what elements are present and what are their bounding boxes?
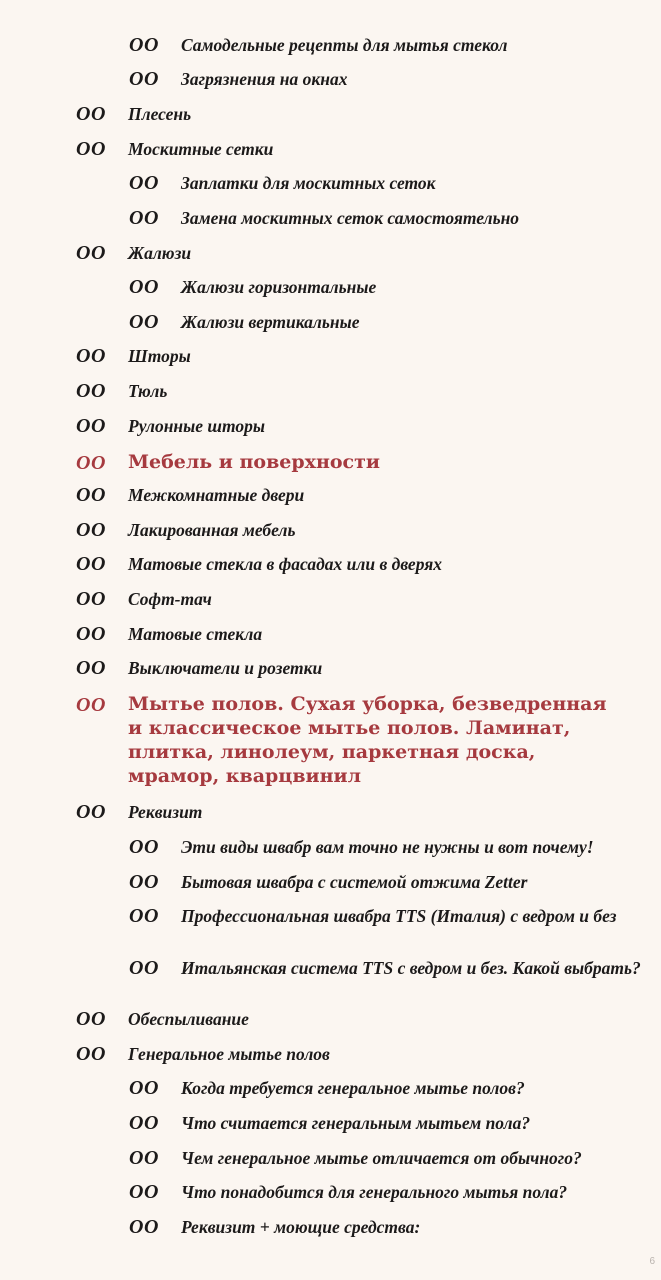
- entry-number: OO: [76, 380, 106, 402]
- toc-entry[interactable]: [129, 276, 641, 298]
- entry-number: OO: [76, 484, 106, 506]
- entry-title: Лакированная мебель: [128, 520, 296, 540]
- section-number: OO: [76, 452, 106, 474]
- toc-entry[interactable]: [129, 207, 641, 229]
- section-number: OO: [76, 694, 106, 716]
- entry-number: OO: [129, 172, 159, 194]
- entry-number: OO: [129, 836, 159, 858]
- toc-entry[interactable]: [76, 415, 265, 437]
- entry-title: Софт-тач: [128, 589, 212, 609]
- entry-title: Жалюзи горизонтальные: [181, 277, 377, 297]
- entry-title: Загрязнения на окнах: [181, 69, 348, 89]
- toc-section-heading[interactable]: [76, 692, 608, 788]
- entry-number: OO: [76, 103, 106, 125]
- entry-title: Итальянская система TTS с ведром и без. Какой выбрать?: [181, 958, 641, 978]
- entry-title: Эти виды швабр вам точно не нужны и вот почему!: [181, 837, 594, 857]
- entry-number: OO: [129, 34, 159, 56]
- entry-title: Что считается генеральным мытьем пола?: [181, 1113, 531, 1133]
- toc-entry[interactable]: [76, 103, 191, 125]
- toc-entry[interactable]: [76, 242, 191, 264]
- section-title: Мытье полов. Сухая уборка, безведренная и классическое мытье полов. Ламинат, плитка, линолеум, паркетная доска, мрамор, кварцвинил: [128, 693, 607, 787]
- entry-number: OO: [76, 657, 106, 679]
- entry-title: Реквизит: [128, 802, 203, 822]
- entry-title: Реквизит + моющие средства:: [181, 1217, 421, 1237]
- entry-title: Межкомнатные двери: [128, 485, 305, 505]
- toc-entry[interactable]: [76, 657, 322, 679]
- toc-entry[interactable]: [129, 311, 641, 333]
- entry-number: OO: [76, 623, 106, 645]
- entry-title: Жалюзи вертикальные: [181, 312, 360, 332]
- entry-number: OO: [76, 242, 106, 264]
- toc-entry[interactable]: [76, 1008, 249, 1030]
- entry-number: OO: [129, 68, 159, 90]
- entry-number: OO: [129, 957, 159, 979]
- entry-number: OO: [129, 207, 159, 229]
- entry-title: Выключатели и розетки: [128, 658, 323, 678]
- entry-title: Замена москитных сеток самостоятельно: [181, 208, 520, 228]
- toc-entry[interactable]: [129, 957, 641, 979]
- page-number: 6: [649, 1256, 655, 1267]
- section-title: Мебель и поверхности: [128, 451, 380, 473]
- toc-entry[interactable]: [76, 345, 191, 367]
- toc-section-heading[interactable]: [76, 450, 608, 474]
- entry-number: OO: [76, 415, 106, 437]
- entry-title: Матовые стекла: [128, 624, 263, 644]
- toc-entry[interactable]: [76, 380, 167, 402]
- entry-title: Матовые стекла в фасадах или в дверях: [128, 554, 442, 574]
- entry-number: OO: [129, 871, 159, 893]
- toc-entry[interactable]: [76, 484, 304, 506]
- entry-title: Рулонные шторы: [128, 416, 266, 436]
- entry-number: OO: [76, 345, 106, 367]
- entry-title: Шторы: [128, 346, 191, 366]
- entry-number: OO: [76, 1008, 106, 1030]
- entry-number: OO: [129, 1216, 159, 1238]
- toc-entry[interactable]: [129, 1216, 641, 1238]
- toc-entry[interactable]: [76, 623, 262, 645]
- toc-entry[interactable]: [129, 1112, 641, 1134]
- entry-title: Москитные сетки: [128, 139, 274, 159]
- entry-number: OO: [129, 1112, 159, 1134]
- entry-title: Обеспыливание: [128, 1009, 249, 1029]
- toc-entry[interactable]: [129, 871, 641, 893]
- entry-title: Что понадобится для генерального мытья пола?: [181, 1182, 568, 1202]
- entry-number: OO: [76, 138, 106, 160]
- entry-title: Профессиональная швабра TTS (Италия) с ведром и без: [181, 906, 617, 926]
- entry-title: Самодельные рецепты для мытья стекол: [181, 35, 508, 55]
- entry-title: Бытовая швабра с системой отжима Zetter: [181, 872, 528, 892]
- entry-number: OO: [129, 1077, 159, 1099]
- toc-entry[interactable]: [76, 588, 212, 610]
- toc-entry[interactable]: [76, 138, 273, 160]
- entry-title: Заплатки для москитных сеток: [181, 173, 436, 193]
- entry-number: OO: [129, 905, 159, 927]
- entry-number: OO: [129, 311, 159, 333]
- entry-number: OO: [129, 1147, 159, 1169]
- entry-title: Чем генеральное мытье отличается от обычного?: [181, 1148, 582, 1168]
- entry-title: Тюль: [128, 381, 168, 401]
- toc-entry[interactable]: [76, 553, 442, 575]
- toc-entry[interactable]: [129, 172, 641, 194]
- toc-entry[interactable]: [129, 1181, 641, 1203]
- entry-number: OO: [76, 801, 106, 823]
- toc-entry[interactable]: [129, 1147, 641, 1169]
- entry-number: OO: [76, 588, 106, 610]
- entry-number: OO: [129, 276, 159, 298]
- entry-number: OO: [76, 1043, 106, 1065]
- entry-title: Жалюзи: [128, 243, 192, 263]
- entry-number: OO: [129, 1181, 159, 1203]
- entry-number: OO: [76, 553, 106, 575]
- toc-entry[interactable]: [76, 801, 202, 823]
- entry-title: Плесень: [128, 104, 192, 124]
- toc-entry[interactable]: [129, 68, 641, 90]
- entry-title: Когда требуется генеральное мытье полов?: [181, 1078, 525, 1098]
- toc-entry[interactable]: [129, 34, 641, 56]
- toc-entry[interactable]: [129, 905, 641, 927]
- toc-entry[interactable]: [129, 1077, 641, 1099]
- toc-entry[interactable]: [76, 519, 295, 541]
- toc-entry[interactable]: [129, 836, 641, 858]
- toc-entry[interactable]: [76, 1043, 330, 1065]
- entry-number: OO: [76, 519, 106, 541]
- entry-title: Генеральное мытье полов: [128, 1044, 330, 1064]
